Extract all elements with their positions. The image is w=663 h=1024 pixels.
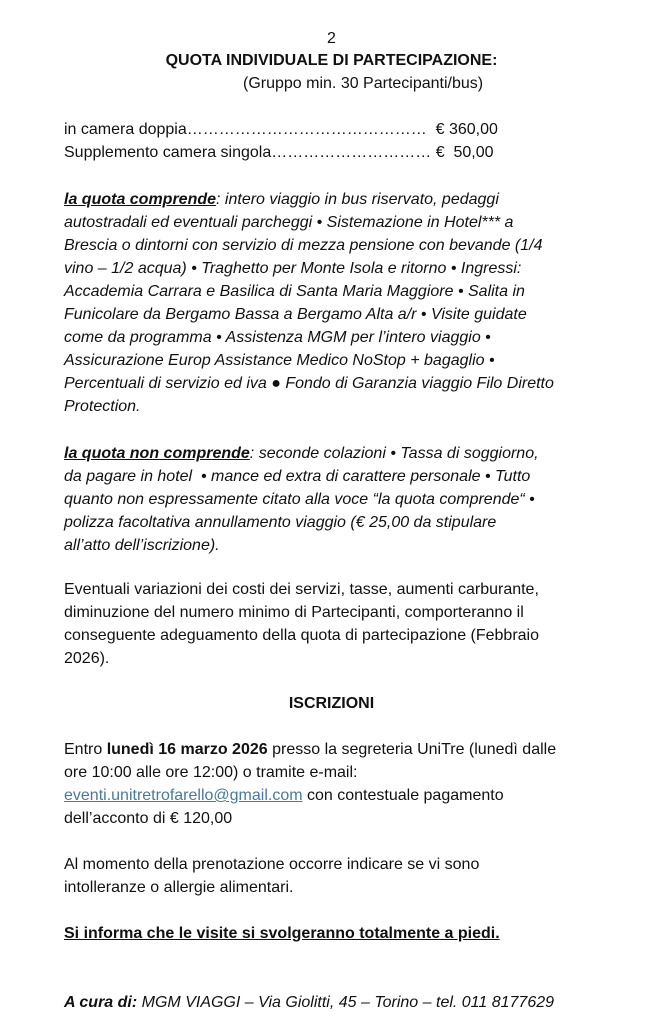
variazioni-line: Eventuali variazioni dei costi dei servizi, tasse, aumenti carburante, — [64, 581, 539, 598]
walking-notice: Si informa che le visite si svolgeranno totalmente a piedi. — [64, 925, 500, 942]
non-comprende-line: da pagare in hotel • mance ed extra di carattere personale • Tutto — [64, 468, 531, 485]
iscrizioni-line: ore 10:00 alle ore 12:00) o tramite e-mail: — [64, 764, 358, 781]
quota-title: QUOTA INDIVIDUALE DI PARTECIPAZIONE: — [165, 52, 498, 69]
variazioni-line: conseguente adeguamento della quota di partecipazione (Febbraio — [64, 627, 540, 644]
price-row-doppia — [64, 118, 498, 141]
comprende-line: Brescia o dintorni con servizio di mezza pensione con bevande (1/4 — [64, 237, 543, 254]
variazioni-line: diminuzione del numero minimo di Partecipanti, comporteranno il — [64, 604, 524, 621]
price-row-dots: ……………………………………… — [186, 121, 427, 138]
comprende-line: Percentuali di servizio ed iva ● Fondo di Garanzia viaggio Filo Diretto — [64, 375, 554, 392]
price-row-label: in camera doppia — [64, 121, 187, 138]
non-comprende-line: all’atto dell’iscrizione). — [64, 537, 220, 554]
comprende-line: Protection. — [64, 398, 141, 415]
comprende-heading: la quota comprende — [64, 191, 217, 208]
iscrizioni-line: dell’acconto di € 120,00 — [64, 810, 233, 827]
iscrizioni-title: ISCRIZIONI — [288, 695, 375, 712]
variazioni-line: 2026). — [64, 650, 110, 667]
non-comprende-line: polizza facoltativa annullamento viaggio (€ 25,00 da stipulare — [64, 514, 497, 531]
iscrizioni-line: eventi.unitretrofarello@gmail.com con contestuale pagamento — [64, 787, 504, 804]
footer-text: MGM VIAGGI – Via Giolitti, 45 – Torino – tel. 011 8177629 — [137, 994, 555, 1011]
comprende-line: come da programma • Assistenza MGM per l’intero viaggio • — [64, 329, 491, 346]
non-comprende-heading: la quota non comprende — [64, 445, 250, 462]
non-comprende-line: la quota non comprende: seconde colazioni • Tassa di soggiorno, — [64, 445, 539, 462]
comprende-line: la quota comprende: intero viaggio in bus riservato, pedaggi — [64, 191, 499, 208]
allergie-line: intolleranze o allergie alimentari. — [64, 879, 294, 896]
footer — [64, 991, 554, 1014]
iscrizioni-line: Entro lunedì 16 marzo 2026 presso la segreteria UniTre (lunedì dalle — [64, 741, 557, 758]
price-row-price: € 50,00 — [435, 144, 494, 161]
page-number: 2 — [327, 30, 336, 47]
footer-label: A cura di: — [64, 994, 138, 1011]
comprende-line: vino – 1/2 acqua) • Traghetto per Monte Isola e ritorno • Ingressi: — [64, 260, 522, 277]
comprende-line: autostradali ed eventuali parcheggi • Sistemazione in Hotel*** a — [64, 214, 514, 231]
comprende-line: Assicurazione Europ Assistance Medico NoStop + bagaglio • — [64, 352, 495, 369]
allergie-line: Al momento della prenotazione occorre indicare se vi sono — [64, 856, 480, 873]
non-comprende-line: quanto non espressamente citato alla voce “la quota comprende“ • — [64, 491, 535, 508]
price-row-label: Supplemento camera singola — [64, 144, 272, 161]
price-row-singola — [64, 141, 494, 164]
price-row-price: € 360,00 — [435, 121, 498, 138]
email-link[interactable]: eventi.unitretrofarello@gmail.com — [64, 787, 303, 804]
price-row-dots: ………………………… — [271, 144, 432, 161]
quota-subtitle: (Gruppo min. 30 Partecipanti/bus) — [243, 75, 484, 92]
iscrizioni-date: lunedì 16 marzo 2026 — [106, 741, 268, 758]
comprende-line: Funicolare da Bergamo Bassa a Bergamo Alta a/r • Visite guidate — [64, 306, 527, 323]
comprende-line: Accademia Carrara e Basilica di Santa Maria Maggiore • Salita in — [64, 283, 525, 300]
